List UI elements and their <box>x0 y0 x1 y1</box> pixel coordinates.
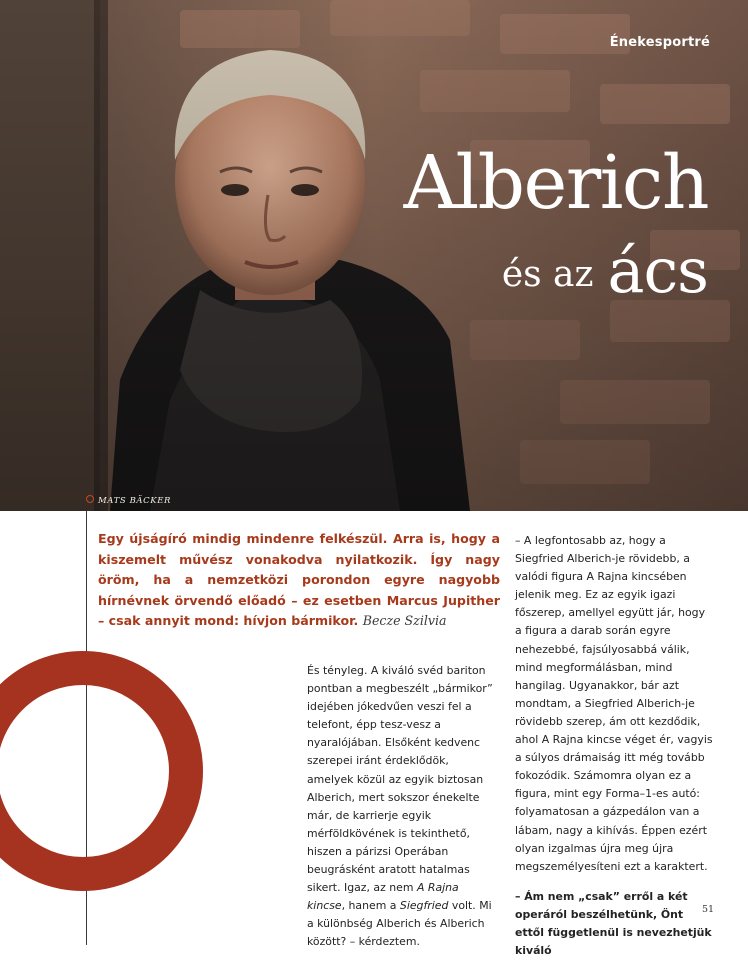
lead-text: Egy újságíró mindig mindenre felkészül. Arra is, hogy a kiszemelt művész vonakodva nyilatkozik. Így nagy öröm, ha a nemzetközi porondon egyre nagyobb hírnévnek örvendő előadó – ez esetben Marcus Jupither – csak annyit mond: hívjon bármikor. <box>98 531 500 628</box>
photo-credit-text: MATS BÄCKER <box>98 496 172 506</box>
body-text: , hanem a <box>341 899 400 913</box>
question-paragraph: – Ám nem „csak” erről a két operáról beszélhetünk, Önt ettől függetlenül is nevezhetjük kiváló <box>515 889 712 958</box>
credit-circle-icon <box>86 495 94 503</box>
article-title-sub <box>501 234 708 307</box>
body-column-1 <box>307 662 493 952</box>
page-number: 51 <box>702 904 715 915</box>
body-paragraph-1 <box>307 662 493 952</box>
author-name: Becze Szilvia <box>362 613 447 628</box>
body-text: volt. Mi a különbség Alberich és Alberich között? – kérdeztem. <box>307 899 492 949</box>
title-last-word: ács <box>607 234 708 307</box>
body-column-2 <box>515 532 713 960</box>
opera-title: Siegfried <box>399 899 449 913</box>
section-label: Énekesportré <box>609 35 710 50</box>
lead-paragraph <box>98 529 500 632</box>
opera-title: A Rajna kincse <box>307 881 459 913</box>
body-text: És tényleg. A kiváló svéd bariton pontban a megbeszélt „bármikor” idejében jókedvűen veszi fel a telefont, épp tesz-vesz a nyaralójában. Elsőként kedvenc szerepei iránt érdeklődök, amelyek közül az egyik biztosan Alberich, mert sokszor énekelte már, de karrierje egyik mérföldkövének is tekinthető, hiszen a párizsi Operában beugrásként aratott hatalmas sikert. Igaz, az nem <box>307 664 493 895</box>
title-connector: és az <box>501 254 594 295</box>
answer-paragraph: – A legfontosabb az, hogy a Siegfried Alberich-je rövidebb, a valódi figura A Rajna kincsében jelenik meg. Ez az egyik igazi főszerep, amellyel együtt jár, hogy a figura a darab során egyre nehezebbé, fajsúlyosabbá válik, mind megformálásban, mind hangilag. Ugyanakkor, bár azt mondtam, a Siegfried Alberich-je rövidebb szerep, ám ott kezdődik, ahol A Rajna kincse véget ér, vagyis a súlyos drámaiság itt még tovább fokozódik. Számomra olyan ez a figura, mint egy Forma–1-es autó: folyamatosan a gázpedálon van a lábam, nagy a kihívás. Éppen ezért olyan izgalmas újra meg újra megszemélyesíteni ezt a karaktert. <box>515 534 713 873</box>
photo-credit <box>86 495 171 506</box>
article-title-main: Alberich <box>403 140 708 226</box>
decorative-ring <box>0 650 204 892</box>
